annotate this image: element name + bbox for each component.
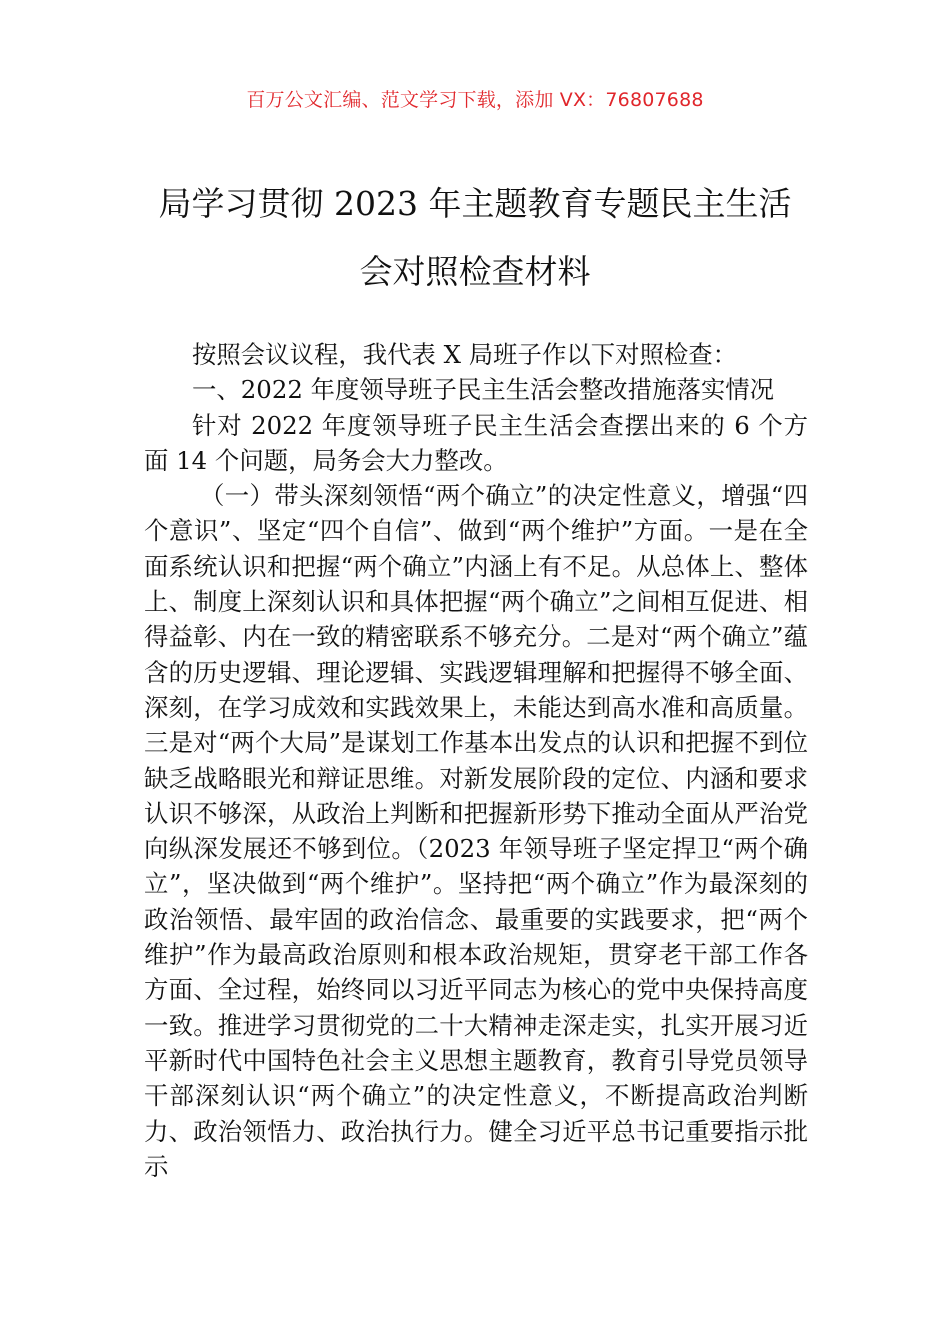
body-paragraph-item-1: （一）带头深刻领悟“两个确立”的决定性意义，增强“四个意识”、坚定“四个自信”、做到“两个维护”方面。一是在全面系统认识和把握“两个确立”内涵上有不足。从总体上、整体上、制度上深刻认识和具体把握“两个确立”之间相互促进、相得益彰、内在一致的精密联系不够充分。二是对“两个确立”蕴含的历史逻辑、理论逻辑、实践逻辑理解和把握得不够全面、深刻，在学习成效和实践效果上，未能达到高水准和高质量。三是对“两个大局”是谋划工作基本出发点的认识和把握不到位缺乏战略眼光和辩证思维。对新发展阶段的定位、内涵和要求认识不够深，从政治上判断和把握新形势下推动全面从严治党向纵深发展还不够到位。（2023 年领导班子坚定捍卫“两个确立”，坚决做到“两个维护”。坚持把“两个确立”作为最深刻的政治领悟、最牢固的政治信念、最重要的实践要求，把“两个维护”作为最高政治原则和根本政治规矩，贯穿老干部工作各方面、全过程，始终同以习近平同志为核心的党中央保持高度一致。推进学习贯彻党的二十大精神走深走实，扎实开展习近平新时代中国特色社会主义思想主题教育，教育引导党员领导干部深刻认识“两个确立”的决定性意义，不断提高政治判断力、政治领悟力、政治执行力。健全习近平总书记重要指示批示 [144, 481, 808, 1181]
section-heading-1: 一、2022 年度领导班子民主生活会整改措施落实情况 [192, 375, 775, 405]
title-line-2: 会对照检查材料 [359, 252, 591, 291]
header-watermark-note: 百万公文汇编、范文学习下载，添加 VX：76807688 [246, 89, 704, 111]
body-paragraph-summary: 针对 2022 年度领导班子民主生活会查摆出来的 6 个方面 14 个问题，局务会大力整改。 [144, 410, 808, 475]
intro-paragraph: 按照会议议程，我代表 X 局班子作以下对照检查： [192, 340, 738, 369]
title-line-1: 局学习贯彻 2023 年主题教育专题民主生活 [158, 184, 792, 223]
document-body [144, 337, 808, 1184]
document-title [120, 170, 830, 306]
